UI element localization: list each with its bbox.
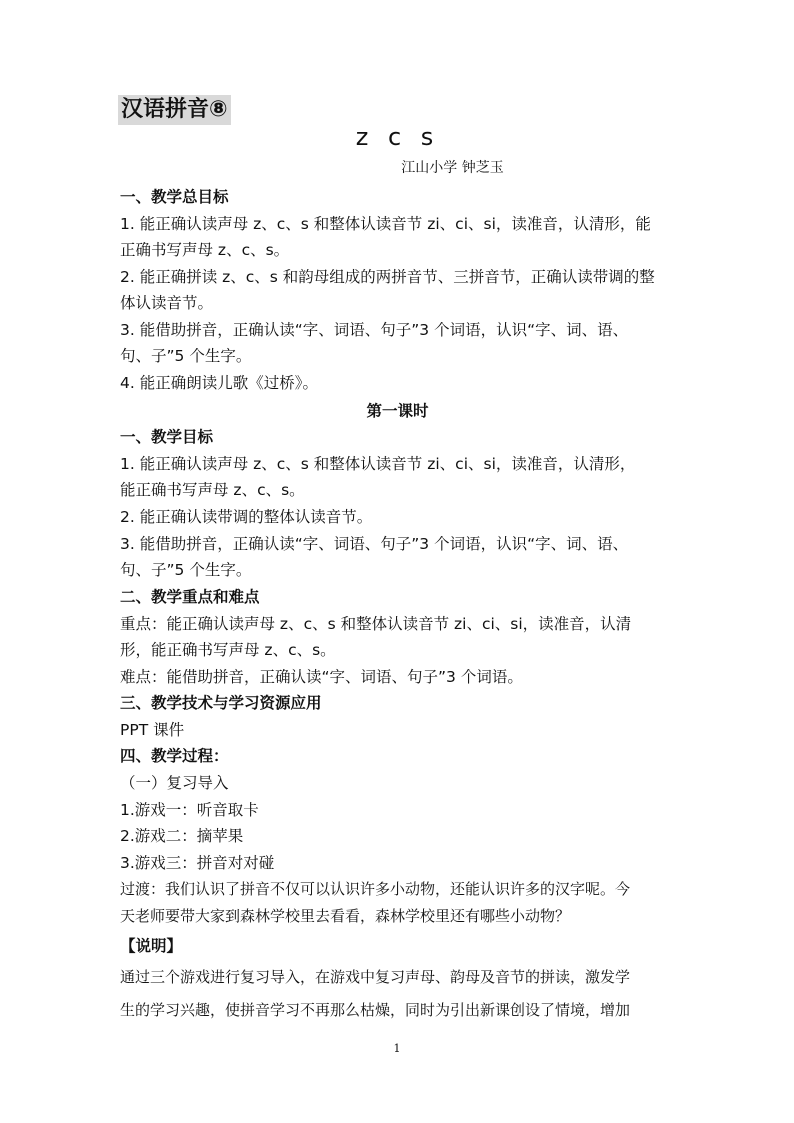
objectives-heading: 一、教学目标 [120,428,214,446]
goal-3b: 句、子”5 个生字。 [120,347,252,365]
tech-heading: 三、教学技术与学习资源应用 [120,694,322,712]
transition-a: 过渡：我们认识了拼音不仅可以认识许多小动物，还能认识许多的汉字呢。今 [120,880,631,898]
goal-4: 4. 能正确朗读儿歌《过桥》。 [120,374,318,392]
game-1: 1.游戏一：听音取卡 [120,801,259,819]
page-number: 1 [393,1042,401,1055]
goals-heading: 一、教学总目标 [120,188,229,206]
objective-3a: 3. 能借助拼音，正确认读“字、词语、句子”3 个词语，认识“字、词、语、 [120,535,629,553]
game-2: 2.游戏二：摘苹果 [120,827,244,845]
note-b: 生的学习兴趣，使拼音学习不再那么枯燥，同时为引出新课创设了情境，增加 [120,1001,631,1019]
key-points-heading: 二、教学重点和难点 [120,588,260,606]
key-point-b: 形，能正确书写声母 z、c、s。 [120,641,336,659]
goal-3a: 3. 能借助拼音，正确认读“字、词语、句子”3 个词语，认识“字、词、语、 [120,321,629,339]
game-3: 3.游戏三：拼音对对碰 [120,854,275,872]
process-heading: 四、教学过程： [120,747,229,765]
goal-2b: 体认读音节。 [120,294,214,312]
goal-1a: 1. 能正确认读声母 z、c、s 和整体认读音节 zi、ci、si，读准音，认清形，能 [120,215,651,233]
goal-1b: 正确书写声母 z、c、s。 [120,241,290,259]
goal-2a: 2. 能正确拼读 z、c、s 和韵母组成的两拼音节、三拼音节，正确认读带调的整 [120,268,655,286]
lesson-heading: 第一课时 [366,402,429,420]
difficulty: 难点：能借助拼音，正确认读“字、词语、句子”3 个词语。 [120,668,523,686]
objective-3b: 句、子”5 个生字。 [120,561,252,579]
objective-1a: 1. 能正确认读声母 z、c、s 和整体认读音节 zi、ci、si，读准音，认清形， [120,455,636,473]
transition-b: 天老师要带大家到森林学校里去看看，森林学校里还有哪些小动物？ [120,907,571,925]
key-point-a: 重点：能正确认读声母 z、c、s 和整体认读音节 zi、ci、si，读准音，认清 [120,615,632,633]
author-line: 江山小学 钟芝玉 [401,160,504,176]
note-a: 通过三个游戏进行复习导入，在游戏中复习声母、韵母及音节的拼读，激发学 [120,968,631,986]
process-subheading: （一）复习导入 [120,774,229,792]
note-heading: 【说明】 [120,937,183,955]
objective-1b: 能正确书写声母 z、c、s。 [120,481,305,499]
tech-text: PPT 课件 [120,721,185,739]
lesson-subtitle: z c s [355,123,440,151]
lesson-title: 汉语拼音⑧ [118,95,231,125]
objective-2: 2. 能正确认读带调的整体认读音节。 [120,508,373,526]
